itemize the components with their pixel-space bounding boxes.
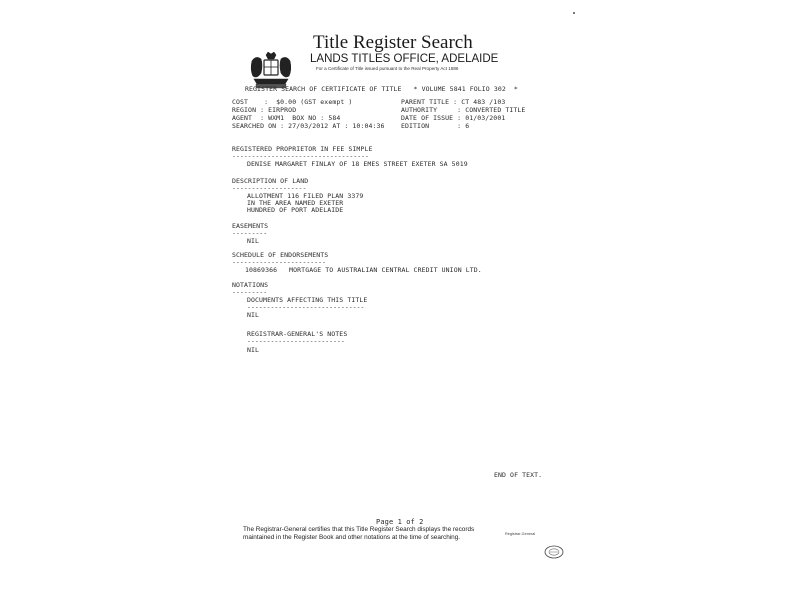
act-subtitle: For a Certificate of Title issued pursuant to the Real Property Act 1886 xyxy=(316,66,459,71)
detail-edition: EDITION : 6 xyxy=(401,122,470,130)
notations-divider: --------- xyxy=(232,288,268,296)
easements-value: NIL xyxy=(247,237,260,245)
detail-authority: AUTHORITY : CONVERTED TITLE xyxy=(401,106,526,114)
detail-agent: AGENT : WXM1 BOX NO : 584 xyxy=(232,114,341,122)
seal-label: Registrar-General xyxy=(505,532,536,536)
scan-mark xyxy=(573,12,575,14)
detail-date-of-issue: DATE OF ISSUE : 01/03/2001 xyxy=(401,114,506,122)
land-divider: ------------------- xyxy=(232,184,307,192)
certification-line-1: The Registrar-General certifies that this Title Register Search displays the records xyxy=(243,526,475,533)
coat-of-arms-icon xyxy=(240,33,286,73)
page-number: Page 1 of 2 xyxy=(376,518,424,526)
endorsement-value: 10869366 MORTGAGE TO AUSTRALIAN CENTRAL CREDIT UNION LTD. xyxy=(245,266,482,274)
easements-heading: EASEMENTS xyxy=(232,222,269,230)
end-of-text: END OF TEXT. xyxy=(494,471,543,479)
rg-notes-heading: REGISTRAR-GENERAL'S NOTES xyxy=(247,330,348,338)
docs-divider: ------------------------------ xyxy=(247,303,365,311)
detail-searched-on: SEARCHED ON : 27/03/2012 AT : 10:04:36 xyxy=(232,122,385,130)
office-name: LANDS TITLES OFFICE, ADELAIDE xyxy=(310,53,499,65)
easements-divider: --------- xyxy=(232,229,268,237)
rg-notes-value: NIL xyxy=(247,346,260,354)
land-line: ALLOTMENT 116 FILED PLAN 3379 xyxy=(247,192,364,200)
endorsements-heading: SCHEDULE OF ENDORSEMENTS xyxy=(232,251,329,259)
land-line: IN THE AREA NAMED EXETER xyxy=(247,199,344,207)
rg-notes-divider: ------------------------- xyxy=(247,337,345,345)
search-line: REGISTER SEARCH OF CERTIFICATE OF TITLE * VOLUME 5841 FOLIO 302 * xyxy=(245,85,518,93)
page-title: Title Register Search xyxy=(313,32,473,53)
proprietor-divider: ----------------------------------- xyxy=(232,152,369,160)
land-heading: DESCRIPTION OF LAND xyxy=(232,177,309,185)
detail-cost: COST : $0.00 (GST exempt ) xyxy=(232,98,353,106)
certification-line-2: maintained in the Register Book and other notations at the time of searching. xyxy=(243,534,461,541)
land-line: HUNDRED OF PORT ADELAIDE xyxy=(247,206,344,214)
detail-parent-title: PARENT TITLE : CT 483 /103 xyxy=(401,98,506,106)
notations-heading: NOTATIONS xyxy=(232,281,269,289)
docs-value: NIL xyxy=(247,311,260,319)
proprietor-heading: REGISTERED PROPRIETOR IN FEE SIMPLE xyxy=(232,145,373,153)
registrar-seal-icon xyxy=(536,527,556,541)
proprietor-value: DENISE MARGARET FINLAY OF 18 EMES STREET EXETER SA 5019 xyxy=(247,160,468,168)
docs-heading: DOCUMENTS AFFECTING THIS TITLE xyxy=(247,296,368,304)
detail-region: REGION : EIRPROD xyxy=(232,106,297,114)
endorsements-divider: ------------------------ xyxy=(232,258,326,266)
